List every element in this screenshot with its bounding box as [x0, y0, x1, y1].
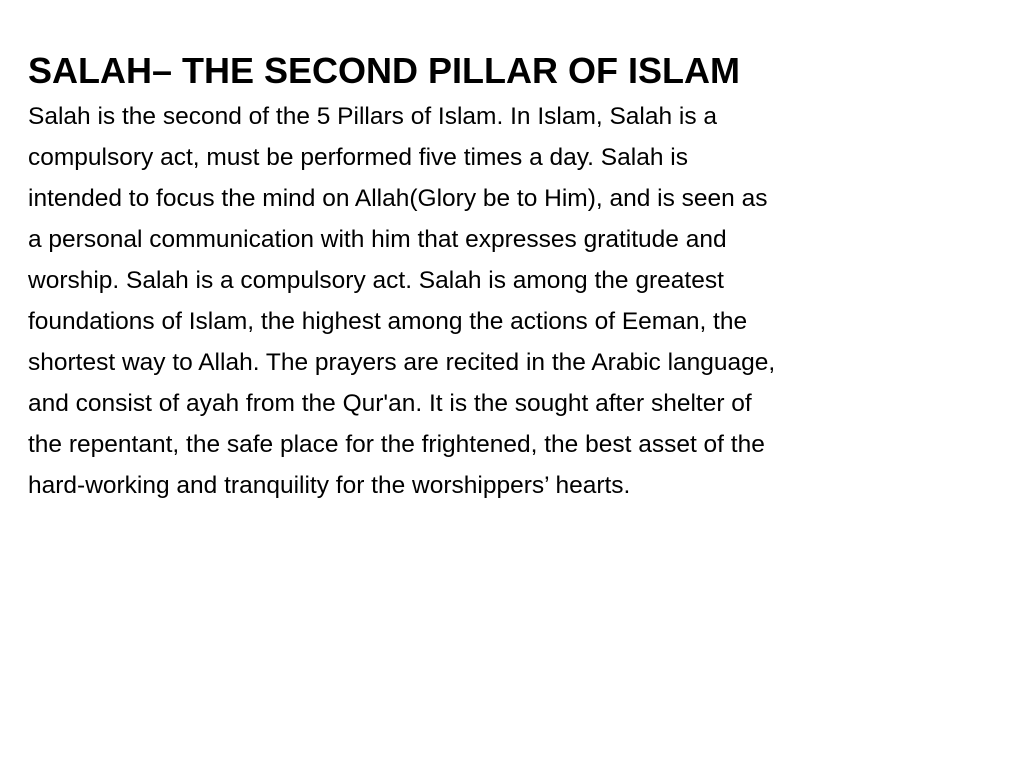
paragraph-line: Salah is the second of the 5 Pillars of Islam. In Islam, Salah is a: [28, 103, 718, 130]
paragraph-line: intended to focus the mind on Allah(Glory be to Him), and is seen as: [28, 185, 768, 212]
slide-paragraph: [28, 96, 994, 506]
paragraph-line: compulsory act, must be performed five times a day. Salah is: [28, 144, 688, 171]
paragraph-line: shortest way to Allah. The prayers are recited in the Arabic language,: [28, 349, 776, 376]
slide-content: [28, 46, 994, 506]
paragraph-line: worship. Salah is a compulsory act. Salah is among the greatest: [28, 267, 724, 294]
paragraph-line: the repentant, the safe place for the frightened, the best asset of the: [28, 431, 765, 458]
slide-title: SALAH– THE SECOND PILLAR OF ISLAM: [28, 50, 741, 91]
paragraph-line: hard-working and tranquility for the worshippers’ hearts.: [28, 472, 631, 499]
paragraph-line: foundations of Islam, the highest among the actions of Eeman, the: [28, 308, 748, 335]
paragraph-line: a personal communication with him that expresses gratitude and: [28, 226, 727, 253]
paragraph-line: and consist of ayah from the Qur'an. It is the sought after shelter of: [28, 390, 752, 417]
